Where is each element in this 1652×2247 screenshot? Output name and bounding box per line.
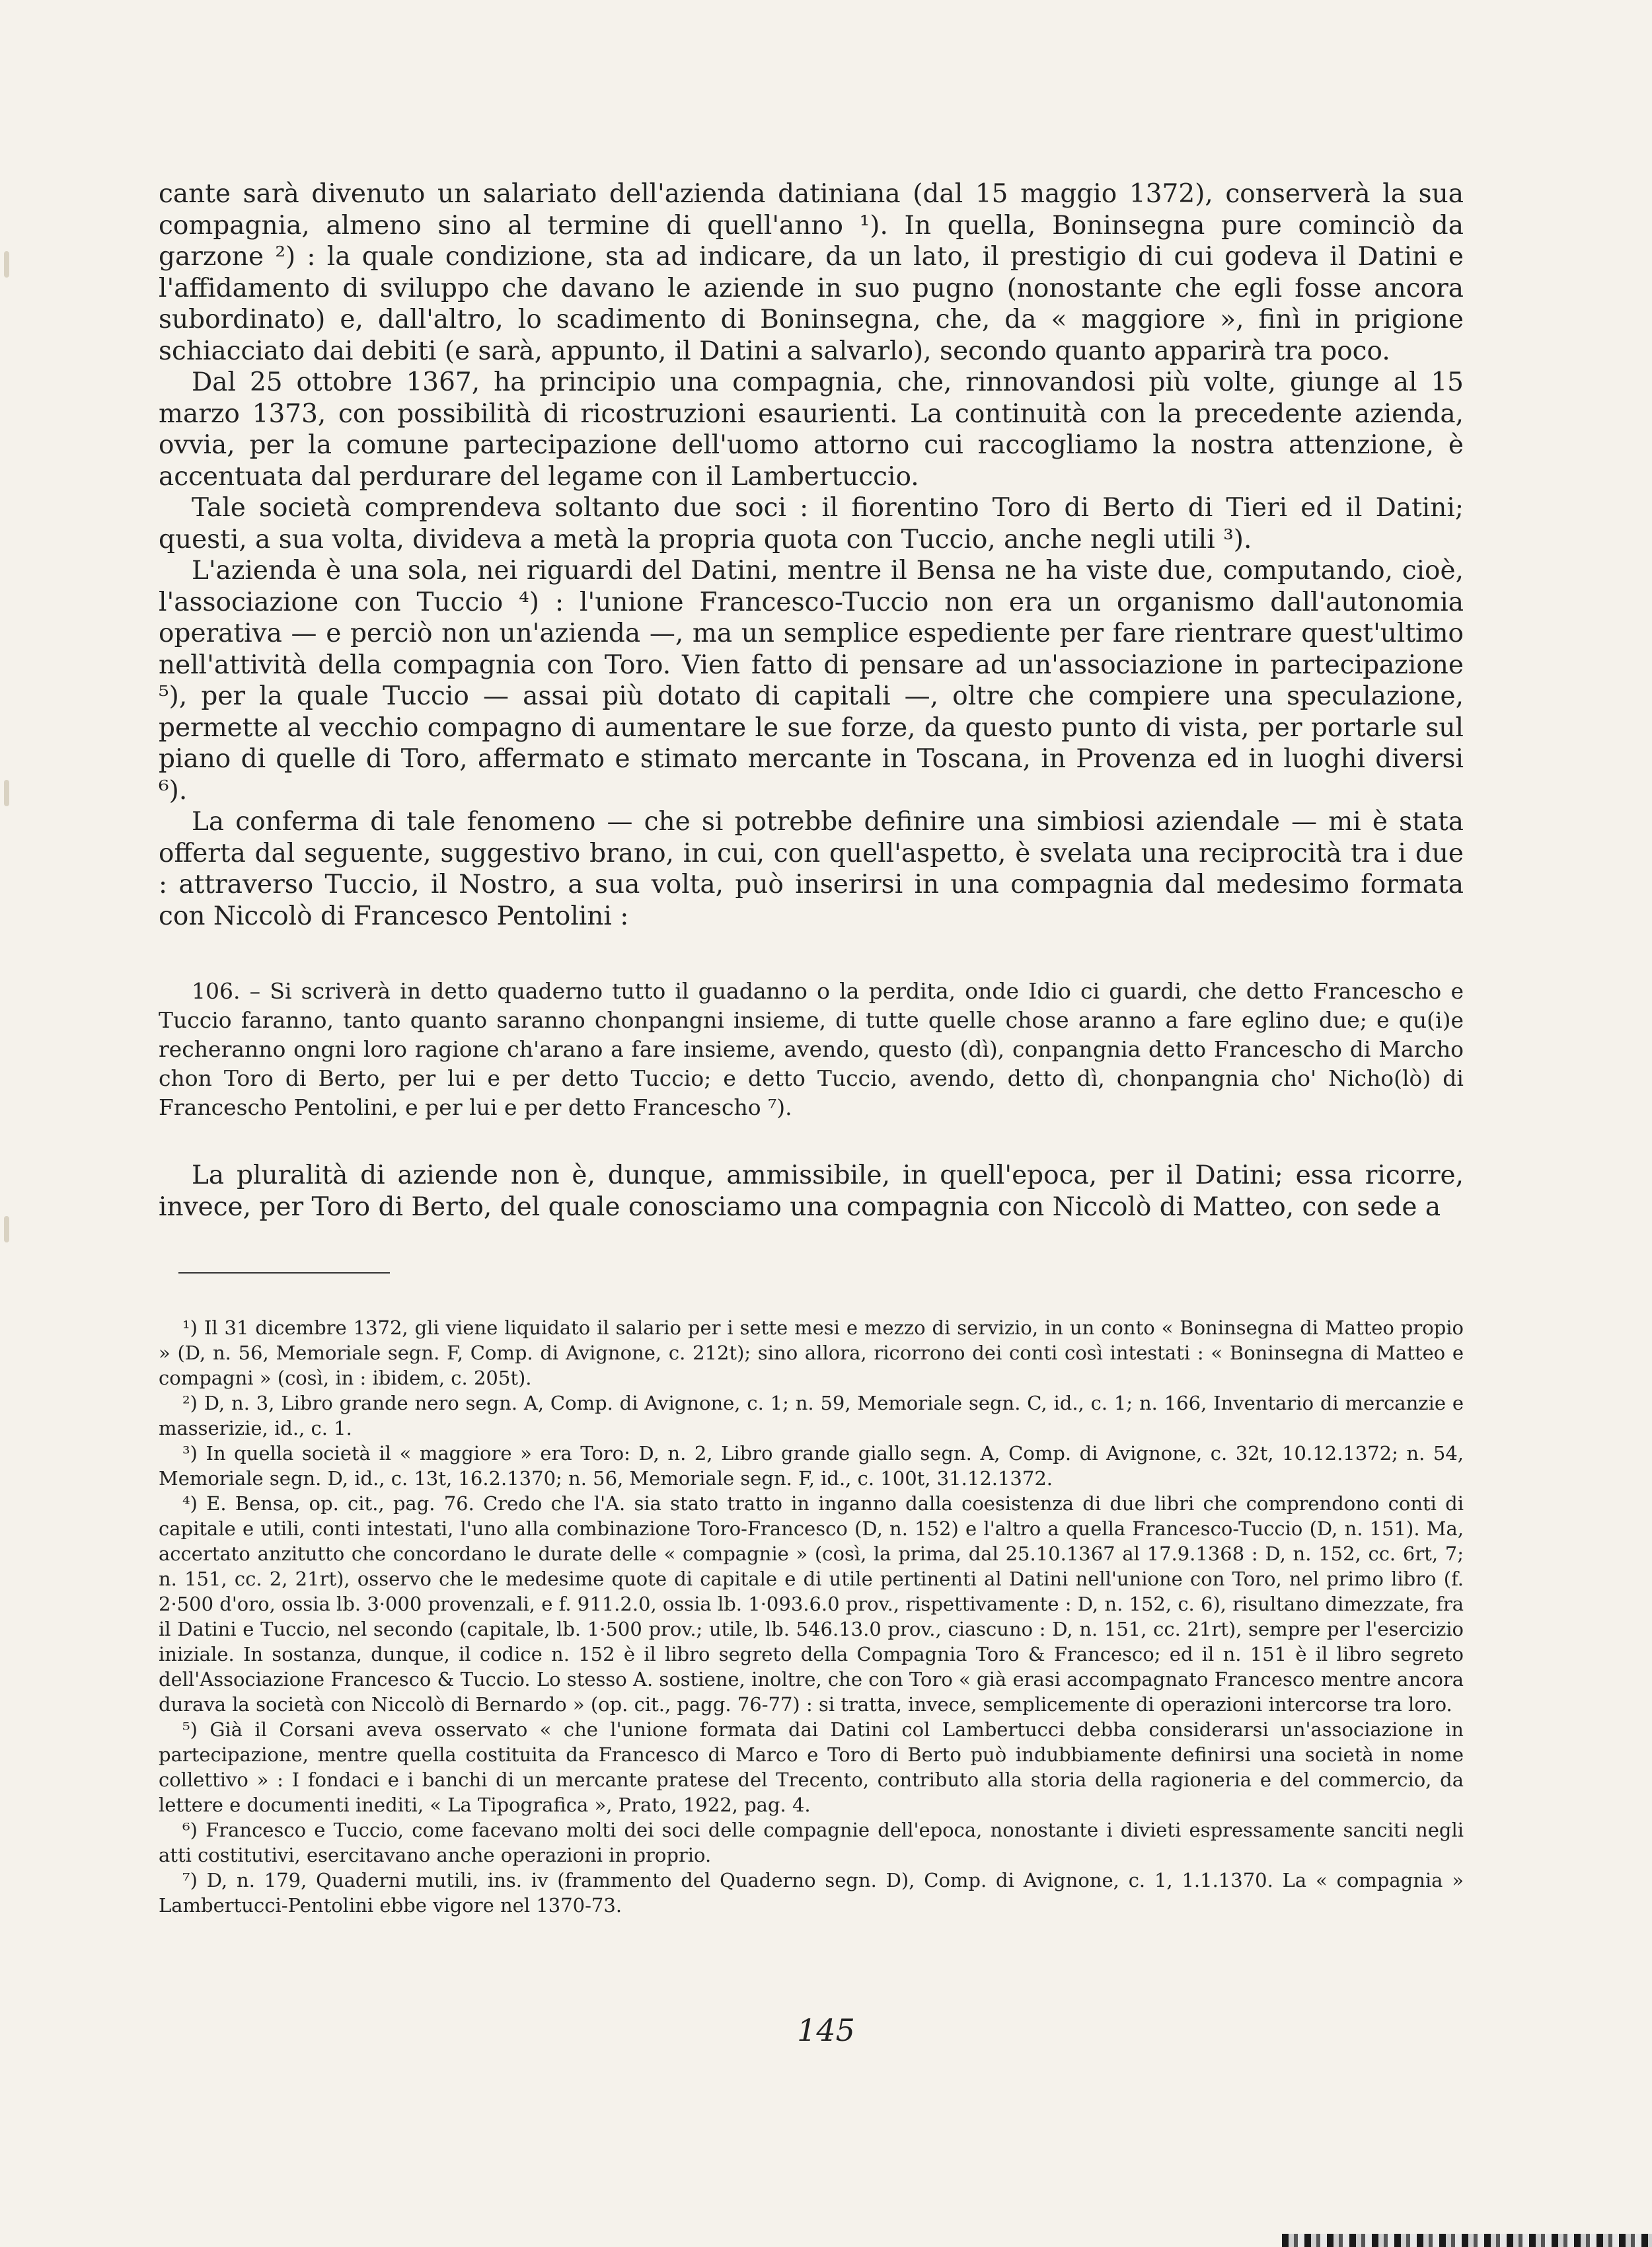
main-text [159,178,1464,932]
scan-color-strip [1282,2234,1652,2247]
footnotes [159,1315,1464,1918]
footnote: ⁴) E. Bensa, op. cit., pag. 76. Credo che l'A. sia stato tratto in inganno dalla coesistenza di due libri che comprendono conti di capitale e utili, conti intestati, l'uno alla combinazione Toro-Francesco (D, n. 152) e l'altro a quella Francesco-Tuccio (D, n. 151). Ma, accertato anzitutto che concordano le durate delle « compagnie » (così, la prima, dal 25.10.1367 al 17.9.1368 : D, n. 152, cc. 6rt, 7; n. 151, cc. 2, 21rt), osservo che le medesime quote di capitale e di utile pertinenti al Datini nell'unione con Toro, nel primo libro (f. 2·500 d'oro, ossia lb. 3·000 provenzali, e f. 911.2.0, ossia lb. 1·093.6.0 prov., rispettivamente : D, n. 152, c. 6), risultano dimezzate, fra il Datini e Tuccio, nel secondo (capitale, lb. 1·500 prov.; utile, lb. 546.13.0 prov., ciascuno : D, n. 151, cc. 21rt), sempre per l'esercizio iniziale. In sostanza, dunque, il codice n. 152 è il libro segreto della Compagnia Toro & Francesco; ed il n. 151 è il libro segreto dell'Associazione Francesco & Tuccio. Lo stesso A. sostiene, inoltre, che con Toro « già erasi accompagnato Francesco mentre ancora durava la società con Niccolò di Bernardo » (op. cit., pagg. 76-77) : si tratta, invece, semplicemente di operazioni intercorse tra loro. [159,1492,1464,1716]
footnote: ⁷) D, n. 179, Quaderni mutili, ins. iv (frammento del Quaderno segn. D), Comp. di Avignone, c. 1, 1.1.1370. La « compagnia » Lambertucci-Pentolini ebbe vigore nel 1370-73. [159,1869,1464,1917]
paragraph: Tale società comprendeva soltanto due soci : il fiorentino Toro di Berto di Tieri ed il Datini; questi, a sua volta, divideva a metà la propria quota con Tuccio, anche negli utili ³). [159,493,1464,554]
footnote: ⁵) Già il Corsani aveva osservato « che l'unione formata dai Datini col Lambertucci debba considerarsi un'associazione in partecipazione, mentre quella costituita da Francesco di Marco e Toro di Berto può indubbiamente definirsi una società in nome collettivo » : I fondaci e i banchi di un mercante pratese del Trecento, contributo alla storia della ragioneria e del commercio, da lettere e documenti inediti, « La Tipografica », Prato, 1922, pag. 4. [159,1718,1464,1816]
page-edge-mark [4,780,9,806]
footnote: ³) In quella società il « maggiore » era Toro: D, n. 2, Libro grande giallo segn. A, Comp. di Avignone, c. 32t, 10.12.1372; n. 54, Memoriale segn. D, id., c. 13t, 16.2.1370; n. 56, Memoriale segn. F, id., c. 100t, 31.12.1372. [159,1442,1464,1490]
footnote: ⁶) Francesco e Tuccio, come facevano molti dei soci delle compagnie dell'epoca, nonostante i divieti espressamente sanciti negli atti costitutivi, esercitavano anche operazioni in proprio. [159,1819,1464,1866]
paragraph: Dal 25 ottobre 1367, ha principio una compagnia, che, rinnovandosi più volte, giunge al 15 marzo 1373, con possibilità di ricostruzioni esaurienti. La continuità con la precedente azienda, ovvia, per la comune partecipazione dell'uomo attorno cui raccogliamo la nostra attenzione, è accentuata dal perdurare del legame con il Lambertuccio. [159,367,1464,492]
paragraph: L'azienda è una sola, nei riguardi del Datini, mentre il Bensa ne ha viste due, computando, cioè, l'associazione con Tuccio ⁴) : l'unione Francesco-Tuccio non era un organismo dall'autonomia operativa — e perciò non un'azienda —, ma un semplice espediente per fare rientrare quest'ultimo nell'attività della compagnia con Toro. Vien fatto di pensare ad un'associazione in partecipazione ⁵), per la quale Tuccio — assai più dotato di capitali —, oltre che compiere una speculazione, permette al vecchio compagno di aumentare le sue forze, da questo punto di vista, per portarle sul piano di quelle di Toro, affermato e stimato mercante in Toscana, in Provenza ed in luoghi diversi ⁶). [159,556,1464,806]
page-edge-mark [4,1216,9,1242]
main-text-continued [159,1160,1464,1223]
footnote: ¹) Il 31 dicembre 1372, gli viene liquidato il salario per i sette mesi e mezzo di servizio, in un conto « Boninsegna di Matteo propio » (D, n. 56, Memoriale segn. F, Comp. di Avignone, c. 212t); sino allora, ricorrono dei conti così intestati : « Boninsegna di Matteo e compagni » (così, in : ibidem, c. 205t). [159,1316,1464,1389]
page-edge-mark [4,251,9,278]
paragraph: La pluralità di aziende non è, dunque, ammissibile, in quell'epoca, per il Datini; essa ricorre, invece, per Toro di Berto, del quale conosciamo una compagnia con Niccolò di Matteo, con sede a [159,1161,1464,1222]
footnote: ²) D, n. 3, Libro grande nero segn. A, Comp. di Avignone, c. 1; n. 59, Memoriale segn. C, id., c. 1; n. 166, Inventario di mercanzie e masserizie, id., c. 1. [159,1392,1464,1439]
footnote-separator [178,1272,390,1274]
block-quote [159,977,1464,1122]
page-number: 145 [797,2012,855,2048]
paragraph: cante sarà divenuto un salariato dell'azienda datiniana (dal 15 maggio 1372), conserverà la sua compagnia, almeno sino al termine di quell'anno ¹). In quella, Boninsegna pure cominciò da garzone ²) : la quale condizione, sta ad indicare, da un lato, il prestigio di cui godeva il Datini e l'affidamento di sviluppo che davano le aziende in suo pugno (nonostante che egli fosse ancora subordinato) e, dall'altro, lo scadimento di Boninsegna, che, da « maggiore », finì in prigione schiacciato dai debiti (e sarà, appunto, il Datini a salvarlo), secondo quanto apparirà tra poco. [159,179,1464,366]
paragraph: La conferma di tale fenomeno — che si potrebbe definire una simbiosi aziendale — mi è stata offerta dal seguente, suggestivo brano, in cui, con quell'aspetto, è svelata una reciprocità tra i due : attraverso Tuccio, il Nostro, a sua volta, può inserirsi in una compagnia dal medesimo formata con Niccolò di Francesco Pentolini : [159,807,1464,931]
quote-text: 106. – Si scriverà in detto quaderno tutto il guadanno o la perdita, onde Idio ci guardi, che detto Francescho e Tuccio faranno, tanto quanto saranno chonpangni insieme, di tutte quelle chose aranno a fare eglino due; e qu(i)e recheranno ongni loro ragione ch'arano a fare insieme, avendo, questo (dì), conpangnia detto Francescho di Marcho chon Toro di Berto, per lui e per detto Tuccio; e detto Tuccio, avendo, detto dì, chonpangnia cho' Nicho(lò) di Francescho Pentolini, e per lui e per detto Francescho ⁷). [159,978,1464,1120]
